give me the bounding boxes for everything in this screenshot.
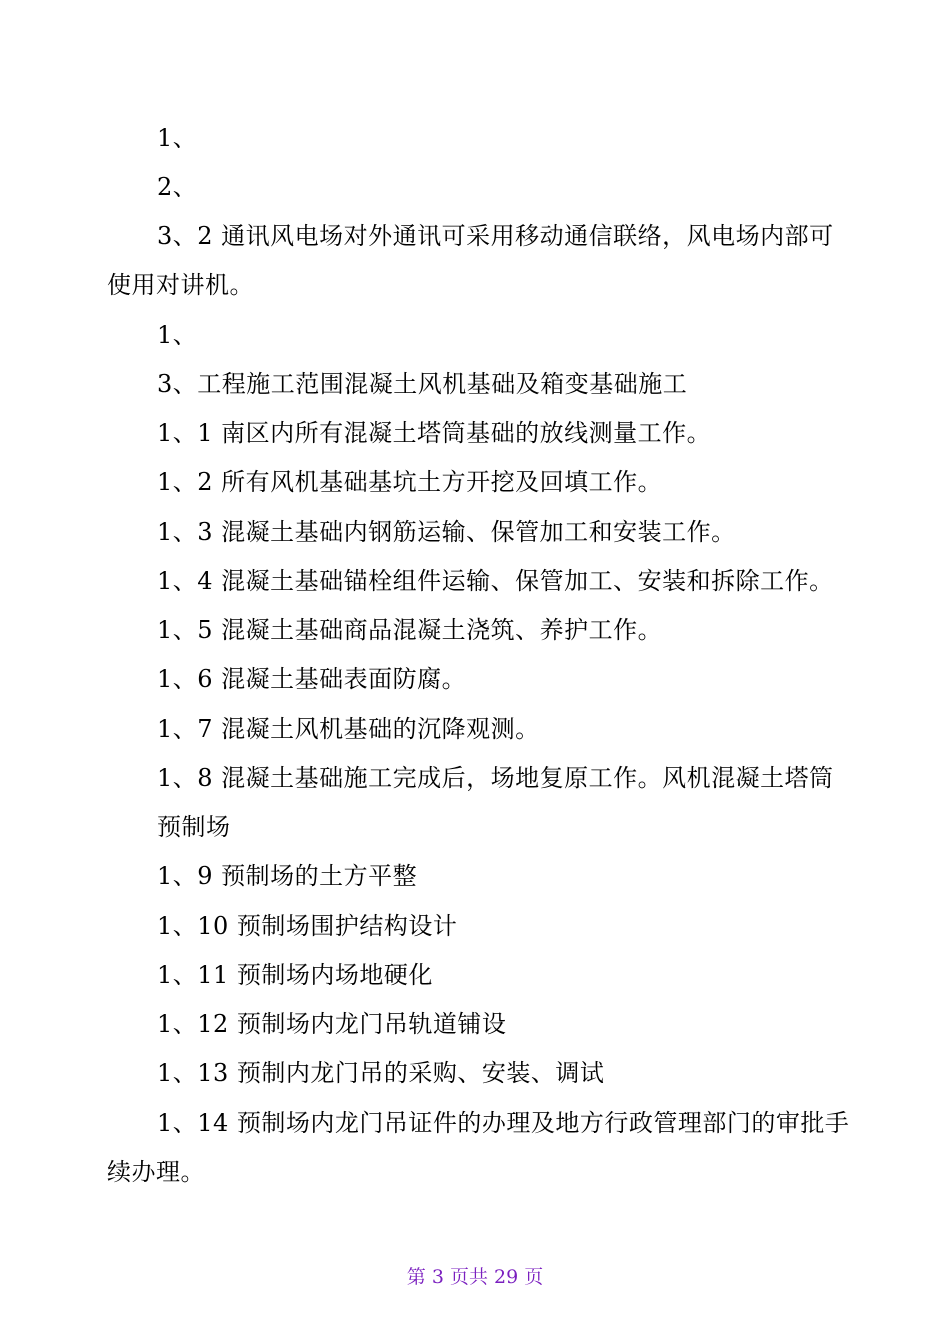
text-line-21: 1、14 预制场内龙门吊证件的办理及地方行政管理部门的审批手 — [157, 1109, 850, 1137]
text-line-7: 1、1 南区内所有混凝土塔筒基础的放线测量工作。 — [157, 419, 712, 447]
text-line-10: 1、4 混凝土基础锚栓组件运输、保管加工、安装和拆除工作。 — [157, 567, 834, 595]
text-line-14: 1、8 混凝土基础施工完成后，场地复原工作。风机混凝土塔筒 — [157, 764, 834, 792]
text-line-3: 3、2 通讯风电场对外通讯可采用移动通信联络，风电场内部可 — [157, 222, 834, 250]
section-heading: 3、工程施工范围混凝土风机基础及箱变基础施工 — [157, 370, 688, 398]
text-line-15: 预制场 — [157, 813, 231, 841]
text-line-11: 1、5 混凝土基础商品混凝土浇筑、养护工作。 — [157, 616, 663, 644]
text-line-2: 2、 — [157, 173, 198, 201]
text-line-18: 1、11 预制场内场地硬化 — [157, 961, 433, 989]
page-number-footer: 第 3 页共 29 页 — [406, 1266, 544, 1288]
text-line-4: 使用对讲机。 — [107, 271, 254, 299]
text-line-13: 1、7 混凝土风机基础的沉降观测。 — [157, 715, 540, 743]
text-line-5: 1、 — [157, 321, 198, 349]
text-line-17: 1、10 预制场围护结构设计 — [157, 912, 458, 940]
text-line-12: 1、6 混凝土基础表面防腐。 — [157, 665, 467, 693]
text-line-16: 1、9 预制场的土方平整 — [157, 862, 418, 890]
text-line-19: 1、12 预制场内龙门吊轨道铺设 — [157, 1010, 507, 1038]
text-line-8: 1、2 所有风机基础基坑土方开挖及回填工作。 — [157, 468, 663, 496]
text-line-20: 1、13 预制内龙门吊的采购、安装、调试 — [157, 1059, 605, 1087]
text-line-22: 续办理。 — [107, 1158, 205, 1186]
text-line-1: 1、 — [157, 124, 198, 152]
text-line-9: 1、3 混凝土基础内钢筋运输、保管加工和安装工作。 — [157, 518, 736, 546]
